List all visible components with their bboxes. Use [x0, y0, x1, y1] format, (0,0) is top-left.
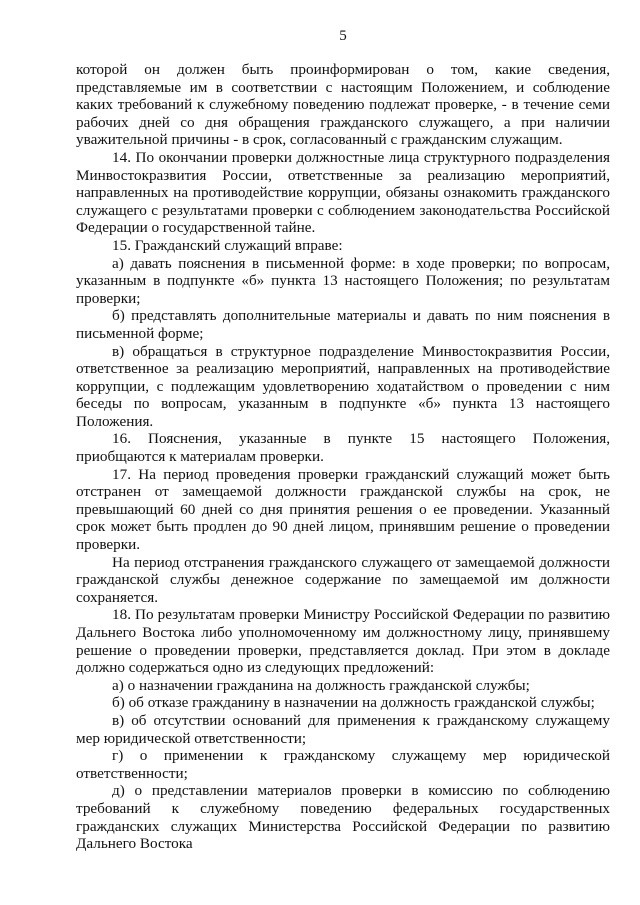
paragraph-17: 17. На период проведения проверки гражданский служащий может быть отстранен от замещаемой должности гражданской службы на срок, не превышающий 60 дней со дня принятия решения о ее проведении. Указанный срок может быть продлен до 90 дней лицом, принявшим решение о проведении проверки. [76, 465, 610, 554]
paragraph-15: 15. Гражданский служащий вправе: [112, 236, 343, 254]
document-body [76, 61, 610, 853]
paragraph-16: 16. Пояснения, указанные в пункте 15 настоящего Положения, приобщаются к материалам проверки. [76, 430, 610, 466]
paragraph-18: 18. По результатам проверки Министру Российской Федерации по развитию Дальнего Востока либо уполномоченному им должностному лицу, принявшему решение о проведении проверки, представляется доклад. При этом в докладе должно содержаться одно из следующих предложений: [76, 606, 610, 677]
paragraph-18-v: в) об отсутствии оснований для применения к гражданскому служащему мер юридической ответственности; [76, 711, 610, 747]
paragraph-18-a: а) о назначении гражданина на должность гражданской службы; [112, 676, 530, 694]
paragraph-18-d: д) о представлении материалов проверки в комиссию по соблюдению требований к служебному поведению федеральных государственных гражданских служащих Министерства Российской Федерации по развитию Дальнего Востока [76, 782, 610, 853]
paragraph-14: 14. По окончании проверки должностные лица структурного подразделения Минвостокразвития России, ответственные за реализацию мероприятий, направленных на противодействие коррупции, обязаны ознакомить гражданского служащего с результатами проверки с соблюдением законодательства Российской Федерации о государственной тайне. [76, 148, 610, 237]
paragraph-continuation: которой он должен быть проинформирован о том, какие сведения, представляемые им в соответствии с настоящим Положением, и соблюдение каких требований к служебному поведению подлежат проверке, - в течение семи рабочих дней со дня обращения гражданского служащего, а при наличии уважительной причины - в срок, согласованный с гражданским служащим. [76, 61, 610, 149]
paragraph-15-b: б) представлять дополнительные материалы и давать по ним пояснения в письменной форме; [76, 307, 610, 342]
paragraph-17-note: На период отстранения гражданского служащего от замещаемой должности гражданской службы денежное содержание по замещаемой им должности сохраняется. [76, 553, 610, 606]
paragraph-18-b: б) об отказе гражданину в назначении на должность гражданской службы; [112, 694, 595, 712]
paragraph-15-v: в) обращаться в структурное подразделение Минвостокразвития России, ответственное за реализацию мероприятий, направленных на противодействие коррупции, с подлежащим удовлетворению ходатайством о проведении с ним беседы по вопросам, указанным в подпункте «б» пункта 13 настоящего Положения. [76, 342, 610, 430]
paragraph-15-a: а) давать пояснения в письменной форме: в ходе проверки; по вопросам, указанным в подпункте «б» пункта 13 настоящего Положения; по результатам проверки; [76, 254, 610, 307]
paragraph-18-g: г) о применении к гражданскому служащему мер юридической ответственности; [76, 747, 610, 782]
page-number: 5 [339, 28, 347, 44]
